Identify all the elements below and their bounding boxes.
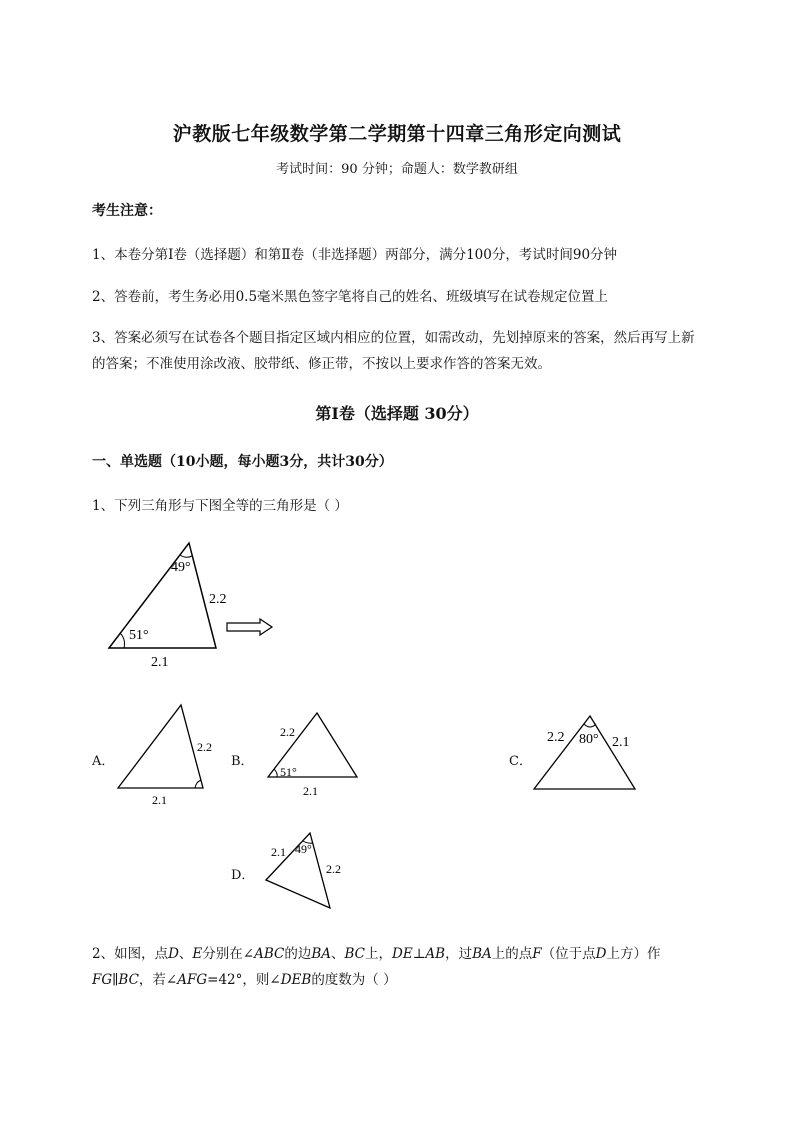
notice-item-1: 1、本卷分第Ⅰ卷（选择题）和第Ⅱ卷（非选择题）两部分，满分100分，考试时间90分钟 xyxy=(92,247,618,263)
reference-triangle xyxy=(109,543,216,648)
option-b-label[interactable]: B． xyxy=(231,754,254,769)
option-a-side-right: 2.2 xyxy=(197,740,212,754)
q2-var: FG xyxy=(92,972,113,988)
q2-var: F xyxy=(532,946,542,962)
q2-var: DEB xyxy=(280,972,312,988)
side-label-right: 2.2 xyxy=(209,592,227,607)
notice-item-2: 2、答卷前，考生务必用0.5毫米黑色签字笔将自己的姓名、班级填写在试卷规定位置上 xyxy=(92,289,609,305)
q2-text: ⊥ xyxy=(412,946,426,962)
notice-item-3-cont: 的答案；不准使用涂改液、胶带纸、修正带，不按以上要求作答的答案无效。 xyxy=(92,356,551,372)
page-subtitle: 考试时间：90 分钟；命题人：数学教研组 xyxy=(276,162,518,177)
q2-var: BC xyxy=(344,946,366,962)
option-d-label[interactable]: D． xyxy=(231,868,255,883)
option-d-side-right: 2.2 xyxy=(326,862,341,876)
option-a-triangle xyxy=(118,705,203,788)
angle-label-top: 49° xyxy=(171,560,191,575)
q2-text: 、 xyxy=(178,946,193,962)
q2-text: 2、如图，点 xyxy=(92,946,169,962)
q2-var: BC xyxy=(118,972,139,988)
option-c-side-right: 2.1 xyxy=(612,735,630,750)
option-c-triangle xyxy=(534,716,635,789)
q2-text: （位于点 xyxy=(541,946,596,962)
notice-title: 考生注意： xyxy=(92,203,162,219)
option-d-figure[interactable] xyxy=(262,828,357,913)
option-b-side-left: 2.2 xyxy=(280,725,295,739)
option-b-angle: 51° xyxy=(280,765,297,779)
question-2-line-1 xyxy=(92,942,660,962)
angle-arc xyxy=(195,780,201,788)
q2-var: D xyxy=(168,946,179,962)
q2-var: D xyxy=(595,946,607,962)
q2-text: ，若∠ xyxy=(138,972,178,988)
q2-text: ∥ xyxy=(112,972,119,988)
option-d-angle: 49° xyxy=(295,842,312,856)
option-c-side-left: 2.2 xyxy=(547,730,565,745)
section-title: 第Ⅰ卷（选择题 30分） xyxy=(315,404,479,423)
angle-arc xyxy=(584,724,596,727)
page-title: 沪教版七年级数学第二学期第十四章三角形定向测试 xyxy=(172,123,622,145)
option-b-figure[interactable] xyxy=(262,705,367,800)
side-label-bottom: 2.1 xyxy=(151,655,169,670)
option-a-side-bottom: 2.1 xyxy=(152,793,167,807)
q2-text: 、 xyxy=(331,946,345,962)
q2-var: DE xyxy=(392,946,413,962)
question-group-title: 一、单选题（10小题，每小题3分，共计30分） xyxy=(92,454,393,470)
angle-arc xyxy=(274,769,277,777)
option-a-label[interactable]: A． xyxy=(92,754,115,769)
question-2-line-2 xyxy=(92,968,397,988)
q2-text: 分别在∠ xyxy=(202,946,255,962)
q2-text: 的度数为（ ） xyxy=(311,972,397,988)
q2-text: 的边 xyxy=(284,946,312,962)
q2-var: BA xyxy=(472,946,492,962)
angle-arc-top xyxy=(180,555,192,557)
q2-text: ，过 xyxy=(445,946,473,962)
option-c-angle: 80° xyxy=(579,732,599,747)
q2-var: AB xyxy=(425,946,446,962)
option-c-label[interactable]: C． xyxy=(509,754,532,769)
notice-item-3: 3、答案必须写在试卷各个题目指定区域内相应的位置，如需改动，先划掉原来的答案，然后再写上新 xyxy=(92,330,695,346)
option-d-side-left: 2.1 xyxy=(271,845,286,859)
option-a-figure[interactable] xyxy=(110,700,220,810)
q2-var: ABC xyxy=(254,946,285,962)
q1-reference-figure xyxy=(100,535,280,675)
q2-var: E xyxy=(192,946,203,962)
option-b-side-bottom: 2.1 xyxy=(303,784,318,798)
angle-arc-left xyxy=(120,633,125,648)
q2-var: BA xyxy=(311,946,332,962)
q2-text: 上， xyxy=(365,946,393,962)
question-1-stem: 1、下列三角形与下图全等的三角形是（ ） xyxy=(92,498,348,514)
q2-var: AFG xyxy=(177,972,208,988)
arrow-right-icon xyxy=(227,619,272,635)
angle-label-left: 51° xyxy=(129,628,149,643)
q2-text: 上的点 xyxy=(491,946,533,962)
option-c-figure[interactable] xyxy=(530,710,650,795)
q2-text: 上方）作 xyxy=(606,946,661,962)
q2-text: =42°，则∠ xyxy=(207,972,281,988)
